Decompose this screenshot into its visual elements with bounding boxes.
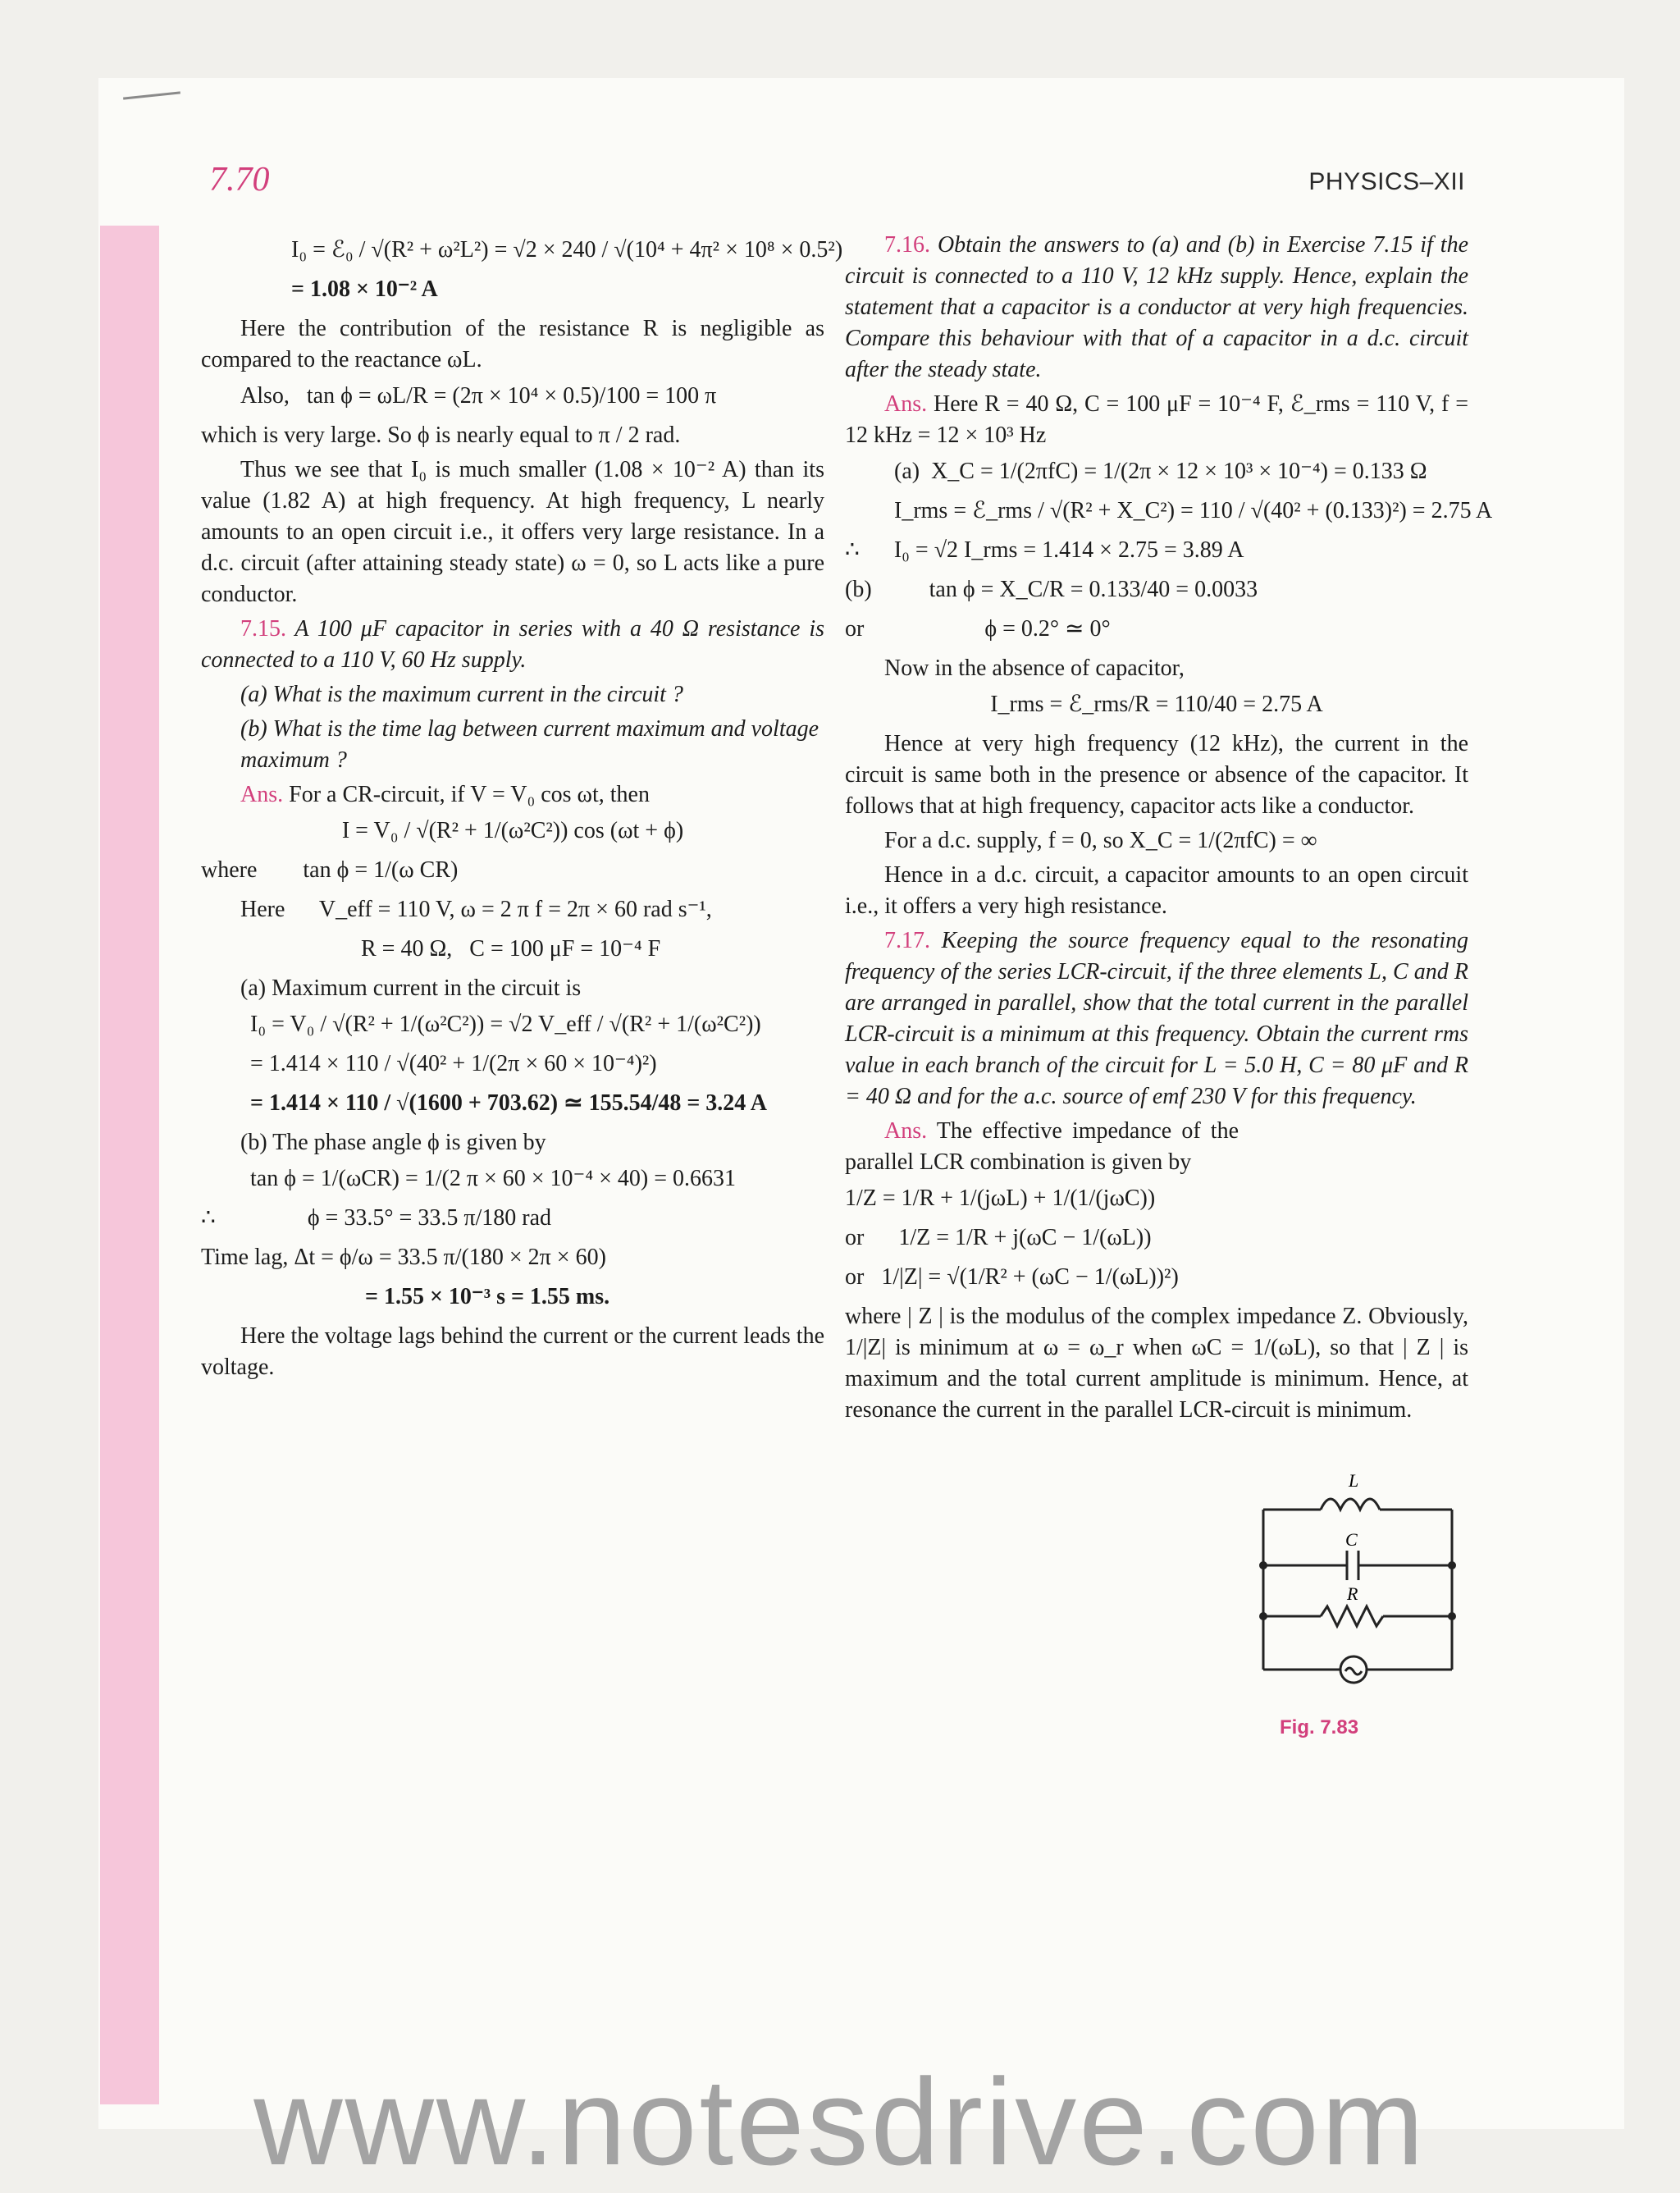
question-part-a: (a) What is the maximum current in the circuit ? [240,682,683,707]
equation: = 1.414 × 110 / √(40² + 1/(2π × 60 × 10⁻⁴)²) [250,1051,657,1076]
part-b-heading: (b) The phase angle ϕ is given by [240,1130,546,1155]
paragraph: Here the voltage lags behind the current or the current leads the voltage. [201,1323,824,1380]
resistor-zigzag [1321,1606,1383,1626]
parallel-lcr-circuit-diagram [1255,1469,1460,1723]
equation: 1/Z = 1/R + 1/(jωL) + 1/(1/(jωC)) [845,1186,1156,1211]
answer: Ans. For a CR-circuit, if V = V₀ cos ωt, then [240,782,650,807]
equation: = 1.414 × 110 / √(1600 + 703.62) ≃ 155.54/48 = 3.24 A [250,1090,767,1116]
figure-caption: Fig. 7.83 [1280,1716,1359,1738]
margin-band [100,226,159,2104]
equation: I₀ = ℰ₀ / √(R² + ω²L²) = √2 × 240 / √(10⁴ + 4π² × 10⁸ × 0.5²) [291,237,843,263]
watermark: www.notesdrive.com [253,2053,1427,2191]
paragraph: Now in the absence of capacitor, [884,656,1185,681]
question-number: 7.17. [884,928,930,953]
paragraph: For a d.c. supply, f = 0, so X_C = 1/(2πfC) = ∞ [884,828,1317,853]
inductor-coil [1321,1499,1380,1510]
equation: I_rms = ℰ_rms/R = 110/40 = 2.75 A [990,692,1323,717]
equation: I₀ = V₀ / √(R² + 1/(ω²C²)) = √2 V_eff / √(R² + 1/(ω²C²)) [250,1012,761,1037]
equation: or 1/|Z| = √(1/R² + (ωC − 1/(ωL))²) [845,1264,1179,1290]
answer-label: Ans. [884,1118,928,1144]
right-column [845,230,1493,1429]
equation: R = 40 Ω, C = 100 μF = 10⁻⁴ F [361,936,661,962]
equation: tan ϕ = 1/(ωCR) = 1/(2 π × 60 × 10⁻⁴ × 40) = 0.6631 [250,1166,737,1191]
equation: or ϕ = 0.2° ≃ 0° [845,616,1111,642]
answer: Ans. Here R = 40 Ω, C = 100 μF = 10⁻⁴ F, ℰ_rms = 110 V, f = 12 kHz = 12 × 10³ Hz [845,391,1468,448]
question-7-15: 7.15. A 100 μF capacitor in series with a 40 Ω resistance is connected to a 110 V, 60 Hz supply. [201,616,824,673]
figure-label-R: R [1347,1583,1358,1604]
paragraph: Hence at very high frequency (12 kHz), the current in the circuit is same both in the presence or absence of the capacitor. It follows that at high frequency, capacitor acts like a conductor. [845,731,1468,819]
paragraph: Hence in a d.c. circuit, a capacitor amounts to an open circuit i.e., it offers a very high resistance. [845,862,1468,919]
equation: ∴ I₀ = √2 I_rms = 1.414 × 2.75 = 3.89 A [845,537,1244,563]
equation: or 1/Z = 1/R + j(ωC − 1/(ωL)) [845,1225,1152,1250]
paragraph: which is very large. So ϕ is nearly equal to π / 2 rad. [201,423,681,448]
answer-label: Ans. [240,782,284,807]
figure-label-L: L [1349,1470,1359,1491]
question-number: 7.15. [240,616,286,642]
question-number: 7.16. [884,232,930,258]
equation: Here V_eff = 110 V, ω = 2 π f = 2π × 60 rad s⁻¹, [240,897,712,922]
question-7-17: 7.17. Keeping the source frequency equal to the resonating frequency of the series LCR-circuit, if the three elements L, C and R are arranged in parallel, show that the total current in the parallel LCR-circuit is a minimum at this frequency. Obtain the current rms value in each branch of the circuit for L = 5.0 H, C = 80 μF and R = 40 Ω and for the a.c. source of emf 230 V for this frequency. [845,928,1468,1109]
page-number: 7.70 [209,161,270,199]
equation: (a) X_C = 1/(2πfC) = 1/(2π × 12 × 10³ × 10⁻⁴) = 0.133 Ω [894,459,1427,484]
part-a-heading: (a) Maximum current in the circuit is [240,975,582,1001]
equation: I = V₀ / √(R² + 1/(ω²C²)) cos (ωt + ϕ) [341,818,684,843]
running-head: PHYSICS–XII [1308,168,1465,195]
figure-label-C: C [1345,1529,1358,1550]
left-column [201,230,843,1387]
equation: = 1.55 × 10⁻³ s = 1.55 ms. [365,1284,610,1309]
paragraph: Here the contribution of the resistance R is negligible as compared to the reactance ωL. [201,316,824,372]
answer-label: Ans. [884,391,928,417]
question-7-16: 7.16. Obtain the answers to (a) and (b) in Exercise 7.15 if the circuit is connected to a 110 V, 12 kHz supply. Hence, explain the statement that a capacitor is a conductor at very high frequencies. Compare this behaviour with that of a capacitor in a d.c. circuit after the steady state. [845,232,1468,382]
question-part-b: (b) What is the time lag between current maximum and voltage maximum ? [240,716,819,773]
equation: (b) tan ϕ = X_C/R = 0.133/40 = 0.0033 [845,577,1258,602]
paragraph: Thus we see that I₀ is much smaller (1.08 × 10⁻² A) than its value (1.82 A) at high frequency. At high frequency, L nearly amounts to an open circuit i.e., it offers very large resistance. In a d.c. circuit (after attaining steady state) ω = 0, so L acts like a pure conductor. [201,457,824,607]
equation: Also, tan ϕ = ωL/R = (2π × 10⁴ × 0.5)/100 = 100 π [240,383,717,409]
equation: where tan ϕ = 1/(ω CR) [201,857,459,883]
answer: Ans. The effective impedance of the parallel LCR combination is given by [845,1118,1239,1175]
equation: Time lag, Δt = ϕ/ω = 33.5 π/(180 × 2π × 60) [201,1245,606,1270]
paragraph: where | Z | is the modulus of the complex impedance Z. Obviously, 1/|Z| is minimum at ω = ω_r when ωC = 1/(ωL), so that | Z | is maximum and the total current amplitude is minimum. Hence, at resonance the current in the parallel LCR-circuit is minimum. [845,1304,1468,1423]
equation: I_rms = ℰ_rms / √(R² + X_C²) = 110 / √(40² + (0.133)²) = 2.75 A [894,498,1493,523]
equation-result: = 1.08 × 10⁻² A [291,276,438,302]
equation: ∴ ϕ = 33.5° = 33.5 π/180 rad [201,1205,551,1231]
